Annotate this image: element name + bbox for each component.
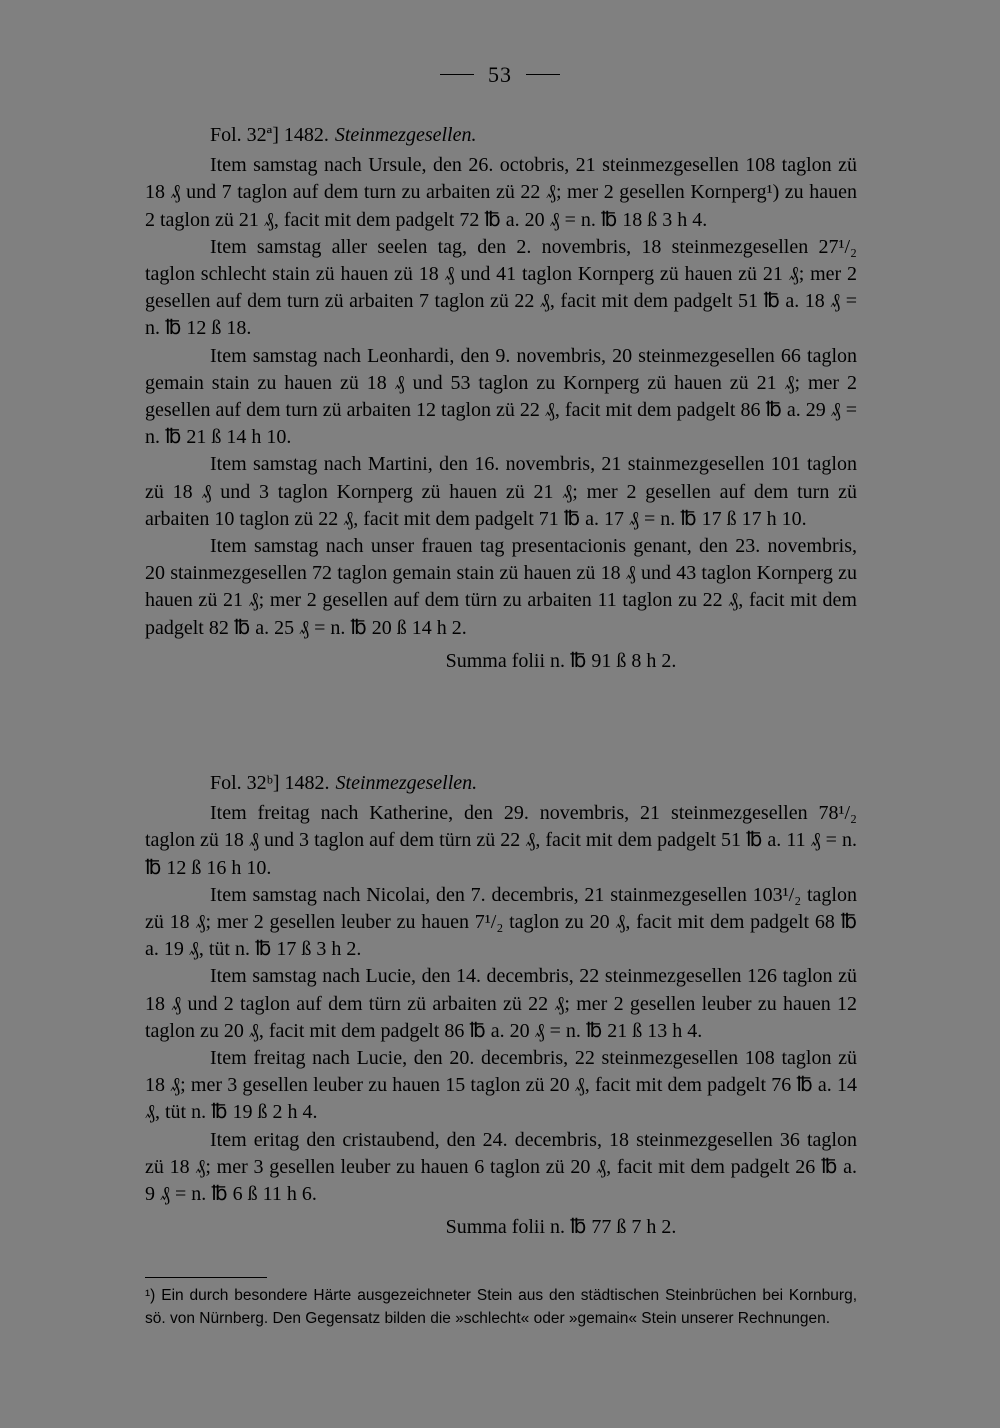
folio-section-32b [145,770,857,1241]
summa-folii: Summa folii n. ℔ 91 ß 8 h 2. [445,649,677,672]
entry-paragraph: Item samstag nach Lucie, den 14. decembris, 22 steinmezgesellen 126 taglon zü 18 ₰ und 2 taglon auf dem türn zü arbaiten zü 22 ₰; mer 2 gesellen leuber zu hauen 12 taglon zu 20 ₰, facit mit dem padgelt 86 ℔ a. 20 ₰ = n. ℔ 21 ß 13 h 4. [145,965,857,1042]
folio-title: Steinmezgesellen. [334,124,477,146]
page-number-line [0,62,1000,88]
entry-paragraph: Item eritag den cristaubend, den 24. decembris, 18 steinmezgesellen 36 taglon zü 18 ₰; mer 3 gesellen leuber zu hauen 6 taglon zü 20 ₰, facit mit dem padgelt 26 ℔ a. 9 ₰ = n. ℔ 6 ß 11 h 6. [145,1128,857,1206]
folio-heading [210,770,857,797]
entry-paragraph: Item samstag nach Ursule, den 26. octobris, 21 steinmezgesellen 108 taglon zü 18 ₰ und 7 taglon auf dem turn zu arbaiten zü 22 ₰; mer 2 gesellen Kornperg¹) zu hauen 2 taglon zü 21 ₰, facit mit dem padgelt 72 ℔ a. 20 ₰ = n. ℔ 18 ß 3 h 4. [145,154,857,231]
entry-paragraph: Item samstag aller seelen tag, den 2. novembris, 18 steinmezgesellen 27¹/₂ taglon schlecht stain zü hauen zü 18 ₰ und 41 taglon Kornperg zü hauen zü 21 ₰; mer 2 gesellen auf dem turn zü arbaiten 7 taglon zü 22 ₰, facit mit dem padgelt 51 ℔ a. 18 ₰ = n. ℔ 12 ß 18. [145,235,857,340]
footnote-divider [145,1277,267,1278]
folio-title: Steinmezgesellen. [335,772,478,794]
entry-paragraph: Item samstag nach Leonhardi, den 9. novembris, 20 steinmezgesellen 66 taglon gemain stain zu hauen zü 18 ₰ und 53 taglon zu Kornperg zü hauen zü 21 ₰; mer 2 gesellen auf dem turn zü arbaiten 12 taglon zü 22 ₰, facit mit dem padgelt 86 ℔ a. 29 ₰ = n. ℔ 21 ß 14 h 10. [145,344,857,449]
right-dash [526,74,560,75]
folio-section-32a [145,122,857,675]
entry-paragraph: Item samstag nach unser frauen tag presentacionis genant, den 23. novembris, 20 stainmezgesellen 72 taglon gemain stain zü hauen zü 18 ₰ und 43 taglon Kornperg zu hauen zü 21 ₰; mer 2 gesellen auf dem türn zu arbaiten 11 taglon zu 22 ₰, facit mit dem padgelt 82 ℔ a. 25 ₰ = n. ℔ 20 ß 14 h 2. [145,535,857,639]
summa-folii: Summa folii n. ℔ 77 ß 7 h 2. [445,1216,677,1239]
entry-paragraph: Item samstag nach Nicolai, den 7. decembris, 21 stainmezgesellen 103¹/₂ taglon zü 18 ₰; mer 2 gesellen leuber zu hauen 7¹/₂ taglon zu 20 ₰, facit mit dem padgelt 68 ℔ a. 19 ₰, tüt n. ℔ 17 ß 3 h 2. [145,883,857,961]
folio-reference: Fol. 32ª] 1482. [210,124,329,146]
left-dash [440,74,474,75]
folio-reference: Fol. 32ᵇ] 1482. [210,772,330,794]
entry-paragraph: Item freitag nach Katherine, den 29. novembris, 21 steinmezgesellen 78¹/₂ taglon zü 18 ₰ und 3 taglon auf dem türn zü 22 ₰, facit mit dem padgelt 51 ℔ a. 11 ₰ = n. ℔ 12 ß 16 h 10. [145,802,857,879]
entry-paragraph: Item freitag nach Lucie, den 20. decembris, 22 steinmezgesellen 108 taglon zü 18 ₰; mer 3 gesellen leuber zu hauen 15 taglon zü 20 ₰, facit mit dem padgelt 76 ℔ a. 14 ₰, tüt n. ℔ 19 ß 2 h 4. [145,1047,857,1124]
page-number: 53 [488,62,512,87]
folio-heading [210,122,857,149]
entry-paragraph: Item samstag nach Martini, den 16. novembris, 21 stainmezgesellen 101 taglon zü 18 ₰ und 3 taglon Kornperg zü hauen zü 21 ₰; mer 2 gesellen auf dem turn zü arbaiten 10 taglon zü 22 ₰, facit mit dem padgelt 71 ℔ a. 17 ₰ = n. ℔ 17 ß 17 h 10. [145,453,857,530]
footnote: ¹) Ein durch besondere Härte ausgezeichneter Stein aus den städtischen Steinbrüchen bei Kornburg, sö. von Nürnberg. Den Gegensatz bilden die »schlecht« oder »gemain« Stein unserer Rechnungen. [145,1287,857,1327]
